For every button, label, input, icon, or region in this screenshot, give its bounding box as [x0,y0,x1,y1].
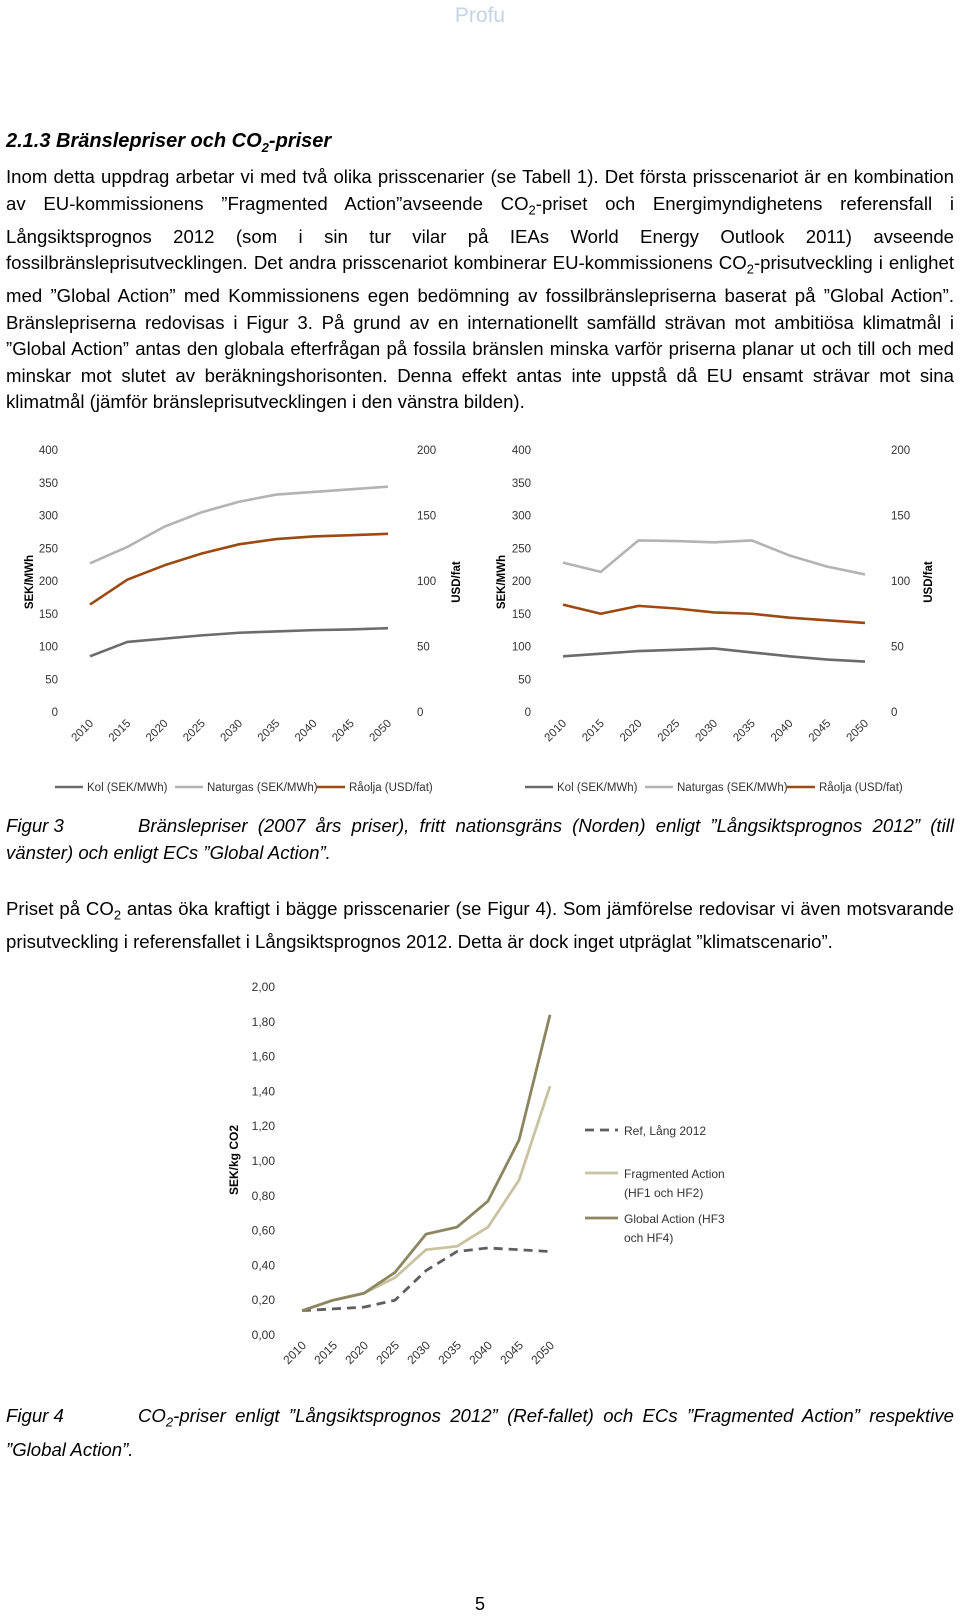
y-tick-label: 1,60 [251,1049,275,1064]
x-tick-label: 2015 [106,717,134,745]
legend-label: Naturgas (SEK/MWh) [207,782,318,794]
y-tick-label: 250 [511,543,531,556]
series-line-3 [302,1015,550,1311]
x-tick-label: 2030 [693,717,721,745]
y-tick-label: 50 [45,674,58,687]
figure-3-label: Figur 3 [6,815,64,836]
figure-4-label: Figur 4 [6,1405,64,1426]
y-tick-label: 0,80 [251,1188,275,1203]
y2-tick-label: 100 [891,576,911,588]
x-tick-label: 2010 [69,717,97,745]
y2-tick-label: 150 [891,510,911,523]
y2-axis-label: USD/fat [923,561,935,603]
figure-4-caption-text: $CO_2$-priser enligt ”Långsiktsprognos 2012” (Ref-fallet) och ECs ”Fragmented Action” respektive ”Global Action”. [6,1405,954,1460]
legend-label: Global Action (HF3 och HF4) [624,1212,725,1245]
x-tick-label: 2015 [580,717,607,745]
y-tick-label: 1,00 [251,1154,275,1168]
x-tick-label: 2035 [731,717,758,745]
y-tick-label: 350 [38,477,58,490]
y-tick-label: 100 [511,641,531,654]
x-tick-label: 2040 [466,1338,496,1368]
section-number: 2.1.3 [6,130,51,152]
text-run: -priset och Energimyndighetens referensfall i Långsiktsprognos 2012 (som i sin tur vilar på IEAs World Energy Outlook 2011) avseende fossilbränsleprisutvecklingen. Det andra prisscenariot kombinerar EU-kommissionens CO [6,192,954,274]
legend-label: Fragmented Action (HF1 och HF2) [624,1167,725,1200]
x-tick-label: 2010 [280,1338,310,1368]
subscript: 2 [113,907,122,923]
x-tick-label: 2010 [542,717,570,745]
y-tick-label: 2,00 [251,980,275,994]
y2-axis-label: USD/fat [451,561,463,603]
x-tick-label: 2020 [342,1338,372,1368]
x-tick-label: 2045 [806,717,834,745]
text-run: Inom detta uppdrag arbetar vi med två olika prisscenarier (se Tabell 1). Det första prisscenariot är en kombination av EU-kommissionens ”Fragmented Action”avseende CO [6,166,954,214]
y2-tick-label: 200 [891,445,911,457]
y-tick-label: 0,20 [251,1293,275,1308]
series-line-1 [302,1248,550,1311]
x-tick-label: 2050 [367,717,395,745]
y-tick-label: 0,00 [251,1328,275,1342]
y2-tick-label: 50 [891,641,904,654]
y2-tick-label: 50 [417,641,430,654]
y-tick-label: 300 [38,510,58,523]
x-tick-label: 2015 [311,1338,341,1368]
y-tick-label: 1,20 [251,1119,275,1134]
header-brand: Profu [454,4,506,27]
legend-label: Kol (SEK/MWh) [87,782,168,794]
y-tick-label: 0 [524,707,531,719]
legend-label: Råolja (USD/fat) [349,782,433,794]
text-run: antas öka kraftigt i bägge prisscenarier (se Figur 4). Som jämförelse redovisar vi även motsvarande prisutveckling i referensfallet i Långsiktsprognos 2012. Detta är dock inget utpräglat ”klimatscenario”. [6,898,954,953]
y-axis-label: SEK/MWh [24,554,36,610]
y-tick-label: 100 [38,641,58,654]
subscript: 2 [746,261,754,277]
x-tick-label: 2025 [655,717,683,745]
y-tick-label: 200 [38,576,58,588]
text-run: Priset på CO [6,898,114,919]
subscript: 2 [528,202,536,218]
x-tick-label: 2035 [255,717,283,745]
y-tick-label: 150 [511,608,531,621]
y2-tick-label: 150 [417,510,437,523]
y-axis-label: SEK/kg CO2 [227,1124,241,1196]
series-line-2 [302,1086,550,1310]
y-tick-label: 250 [38,543,58,556]
x-tick-label: 2025 [181,717,208,745]
y-tick-label: 1,40 [251,1084,275,1099]
section-title: Bränslepriser och $CO_2$-priser [56,130,332,155]
y2-tick-label: 0 [417,707,424,719]
y-axis-label: SEK/MWh [496,554,508,610]
x-tick-label: 2040 [293,717,320,745]
y-tick-label: 150 [38,608,58,621]
x-tick-label: 2020 [144,717,171,745]
y-tick-label: 0,60 [251,1223,275,1238]
x-tick-label: 2030 [404,1338,434,1368]
y-tick-label: 0 [51,707,58,719]
y-tick-label: 400 [511,445,531,457]
y2-tick-label: 200 [417,445,437,457]
y2-tick-label: 100 [417,576,437,588]
x-tick-label: 2030 [218,717,246,745]
x-tick-label: 2045 [330,717,357,745]
legend-label: Naturgas (SEK/MWh) [677,782,788,794]
x-tick-label: 2050 [844,717,872,745]
legend-label: Råolja (USD/fat) [819,782,903,794]
x-tick-label: 2040 [769,717,796,745]
x-tick-label: 2050 [528,1338,558,1368]
legend-label: Ref, Lång 2012 [624,1124,707,1138]
page-number: 5 [474,1594,485,1614]
x-tick-label: 2035 [435,1338,465,1368]
text-run: -prisutveckling i enlighet med ”Global Action” med Kommissionens egen bedömning av fossilbränslepriserna baserat på ”Global Action”. Bränslepriserna redovisas i Figur 3. På grund av en internationellt samfälld strävan mot ambitiösa klimatmål i ”Global Action” antas den globala efterfrågan på fossila bränslen minska varför priserna planar ut och till och med minskar mot slutet av beräkningshorisonten. Denna effekt antas inte uppstå då EU ensamt strävar mot sina klimatmål (jämför bränsleprisutvecklingen i den vänstra bilden). [6,252,955,413]
y2-tick-label: 0 [891,707,898,719]
y-tick-label: 200 [511,576,531,588]
figure-3-caption-text: Bränslepriser (2007 års priser), fritt nationsgräns (Norden) enligt ”Långsiktsprognos 2012” (till vänster) och enligt ECs ”Global Action”. [6,815,954,863]
figure-4-caption [6,1402,954,1463]
co2-price-chart [227,980,725,1367]
y-tick-label: 350 [511,477,531,490]
y-tick-label: 1,80 [251,1014,275,1029]
x-tick-label: 2020 [618,717,645,745]
y-tick-label: 0,40 [251,1258,275,1273]
y-tick-label: 400 [38,445,58,457]
y-tick-label: 300 [511,510,531,523]
legend-label: Kol (SEK/MWh) [557,782,638,794]
x-tick-label: 2045 [497,1338,527,1368]
y-tick-label: 50 [518,674,531,687]
x-tick-label: 2025 [373,1338,403,1368]
